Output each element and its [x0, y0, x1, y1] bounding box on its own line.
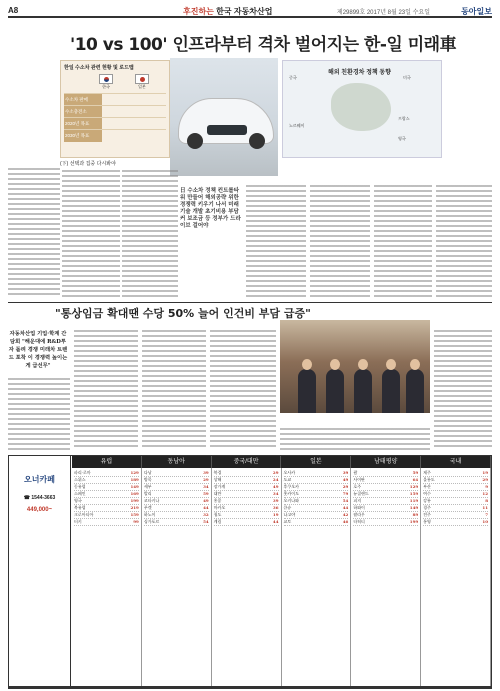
destination-name: 하와이 [353, 505, 365, 510]
korea-value [102, 94, 134, 106]
ad-region-header [72, 456, 491, 468]
destination-price: 9 [485, 484, 488, 489]
list-item [353, 477, 418, 484]
destination-name: 청도 [213, 512, 222, 517]
list-item [284, 470, 349, 477]
page-footer-rule [8, 687, 492, 689]
list-item [74, 498, 139, 505]
person-figure [326, 369, 344, 413]
body-text [310, 185, 370, 298]
body-text [8, 378, 70, 450]
destination-name: 파리·로마 [74, 470, 91, 475]
destination-name: 홍콩 [213, 498, 222, 503]
body-text [62, 170, 120, 298]
destination-price: 19 [272, 512, 279, 517]
body-text [142, 330, 206, 450]
top-headline: '10 vs 100' 인프라부터 격차 벌어지는 한-일 미래車 [70, 35, 457, 55]
destination-name: 교토 [283, 519, 292, 524]
map-label: 중국 [289, 75, 297, 80]
destination-price: 89 [412, 512, 419, 517]
destination-price: 119 [409, 498, 419, 503]
list-item [74, 484, 139, 491]
destination-price: 79 [342, 491, 349, 496]
list-item [353, 512, 418, 519]
list-item [144, 512, 209, 519]
destination-name: 크로아티아 [74, 512, 94, 517]
destination-name: 부산 [423, 484, 431, 489]
destination-name: 영국 [74, 498, 82, 503]
flag-row [99, 74, 166, 90]
map-label: 영국 [398, 136, 406, 141]
list-item [423, 498, 488, 505]
destination-name: 발리 [143, 491, 152, 496]
japan-value [134, 106, 166, 118]
destination-name: 사이판 [353, 477, 365, 482]
list-item [214, 491, 279, 498]
destination-price: 42 [342, 512, 349, 517]
korea-flag-icon [99, 74, 113, 84]
ad-phone: ☎ 1544-3663 [23, 495, 56, 501]
destination-name: 호주 [353, 484, 362, 489]
destination-name: 타히티 [353, 519, 365, 524]
car-illustration [178, 98, 274, 144]
destination-price: 39 [342, 470, 349, 475]
article-column [434, 330, 492, 450]
second-deck: 자동차산업 기업·학계 간담회 "해운대에 R&D투자 돌려 경쟁 미래차 트렌드 포착 이 경쟁력 높이는게 급선무" [8, 331, 68, 369]
list-item [144, 505, 209, 512]
destination-price: 129 [130, 470, 139, 475]
destination-price: 169 [130, 491, 139, 496]
body-text [210, 330, 276, 450]
destination-price: 199 [409, 519, 419, 524]
paper-logo: 동아일보 [461, 7, 492, 16]
list-item [353, 519, 418, 526]
ad-company-name: 오너카페 [24, 475, 55, 484]
list-item [284, 491, 349, 498]
japan-value [134, 130, 166, 142]
destination-price: 19 [482, 470, 488, 475]
destination-price: 44 [203, 505, 209, 510]
travel-advertisement [8, 455, 492, 687]
map-landmass [331, 83, 391, 131]
ad-region-column [421, 468, 491, 686]
body-text [246, 185, 306, 298]
ad-region-column [282, 468, 352, 686]
article-column [8, 378, 70, 450]
destination-name: 도쿄 [283, 477, 292, 482]
world-policy-map [282, 60, 442, 158]
article-column [74, 330, 138, 450]
destination-price: 54 [342, 498, 349, 503]
list-item [423, 484, 488, 491]
second-headline: "통상임금 확대땐 수당 50% 늘어 인건비 부담 급증" [55, 307, 311, 320]
destination-name: 다낭 [143, 470, 152, 475]
country-b-label: 일본 [138, 84, 146, 89]
body-text [74, 330, 138, 450]
list-item [214, 512, 279, 519]
person-figure [382, 369, 400, 413]
destination-price: 149 [409, 505, 419, 510]
region-label: 남태평양 [351, 456, 421, 468]
destination-price: 49 [203, 498, 209, 503]
destination-price: 59 [203, 491, 209, 496]
destination-price: 39 [272, 498, 279, 503]
table-row [64, 106, 166, 118]
destination-name: 여수 [423, 491, 431, 496]
destination-name: 괌 [353, 470, 358, 475]
article-column [210, 330, 276, 450]
destination-price: 189 [130, 477, 139, 482]
list-item [214, 519, 279, 526]
destination-price: 149 [130, 484, 139, 489]
destination-price: 44 [342, 505, 349, 510]
article-column [374, 185, 432, 298]
destination-price: 29 [482, 477, 488, 482]
destination-name: 북경 [213, 470, 222, 475]
list-item [284, 512, 349, 519]
list-item [74, 491, 139, 498]
destination-name: 스페인 [74, 491, 86, 496]
japan-flag-group [135, 74, 149, 90]
list-item [144, 470, 209, 477]
destination-name: 큐슈 [283, 505, 292, 510]
japan-flag-icon [135, 74, 149, 84]
destination-name: 통영 [423, 519, 431, 524]
region-label: 동남아 [142, 456, 212, 468]
meeting-photo [280, 320, 430, 413]
map-title: 해외 친환경차 정책 동향 [328, 70, 391, 76]
korea-flag-group [99, 74, 113, 90]
destination-price: 59 [412, 470, 419, 475]
destination-price: 36 [272, 505, 279, 510]
destination-name: 마카오 [213, 505, 226, 510]
list-item [144, 498, 209, 505]
destination-price: 54 [203, 519, 209, 524]
korea-value [102, 130, 134, 142]
destination-price: 64 [412, 477, 419, 482]
destination-price: 219 [130, 505, 139, 510]
section-main: 한국 자동차산업 [216, 7, 273, 16]
destination-price: 44 [272, 519, 279, 524]
destination-name: 세부 [143, 484, 152, 489]
list-item [284, 498, 349, 505]
destination-name: 하노이 [143, 512, 156, 517]
table-row [64, 130, 166, 142]
map-label: 프랑스 [398, 116, 410, 121]
body-text [434, 330, 492, 450]
list-item [423, 491, 488, 498]
row-label: 2030년 목표 [64, 130, 102, 142]
article-column [246, 185, 306, 298]
japan-value [134, 94, 166, 106]
list-item [74, 477, 139, 484]
list-item [144, 491, 209, 498]
destination-name: 제주 [423, 470, 431, 475]
destination-name: 후쿠오카 [283, 484, 299, 489]
hydrogen-car-photo [170, 58, 278, 176]
destination-name: 계림 [213, 519, 222, 524]
destination-name: 장가계 [213, 484, 226, 489]
list-item [353, 484, 418, 491]
list-item [144, 519, 209, 526]
destination-name: 푸켓 [143, 505, 152, 510]
destination-name: 오사카 [283, 470, 296, 475]
korea-japan-infobox [60, 60, 170, 158]
section-pre: 후진하는 [183, 7, 214, 16]
ad-region-column [351, 468, 421, 686]
list-item [423, 477, 488, 484]
ad-region-column [72, 468, 142, 686]
destination-name: 코타키나 [143, 498, 160, 503]
list-item [423, 512, 488, 519]
section-title [183, 6, 272, 17]
destination-name: 나고야 [283, 512, 296, 517]
list-item [144, 484, 209, 491]
article-column [280, 428, 430, 450]
list-item [353, 491, 418, 498]
destination-name: 대만 [213, 491, 222, 496]
destination-name: 스위스 [74, 477, 86, 482]
table-row [64, 94, 166, 106]
masthead [8, 4, 492, 18]
country-a-label: 한국 [102, 84, 110, 89]
destination-price: 7 [485, 512, 488, 517]
table-row [64, 118, 166, 130]
destination-price: 10 [482, 519, 488, 524]
list-item [214, 505, 279, 512]
destination-price: 39 [203, 470, 209, 475]
destination-price: 12 [482, 491, 488, 496]
list-item [353, 470, 418, 477]
list-item [353, 505, 418, 512]
article-column [436, 185, 492, 298]
destination-name: 방콕 [143, 477, 152, 482]
body-text [436, 185, 492, 298]
list-item [74, 505, 139, 512]
body-text [8, 168, 60, 298]
destination-name: 경주 [423, 505, 431, 510]
korea-value [102, 118, 134, 130]
body-text [374, 185, 432, 298]
list-item [284, 519, 349, 526]
destination-name: 동유럽 [74, 484, 86, 489]
destination-name: 오키나와 [283, 498, 299, 503]
destination-name: 전주 [423, 512, 431, 517]
list-item [214, 484, 279, 491]
list-item [214, 470, 279, 477]
destination-price: 49 [342, 477, 349, 482]
person-figure [406, 369, 424, 413]
destination-price: 32 [203, 512, 209, 517]
article-column [142, 330, 206, 450]
region-label: 일본 [281, 456, 351, 468]
destination-price: 129 [409, 484, 419, 489]
ad-region-column [212, 468, 282, 686]
list-item [74, 512, 139, 519]
region-label: 중국/대만 [212, 456, 282, 468]
list-item [423, 470, 488, 477]
destination-name: 뉴질랜드 [353, 491, 369, 496]
issue-date: 제29899호 2017년 8월 23일 수요일 [336, 10, 430, 16]
ad-price: 449,000~ [26, 507, 53, 513]
list-item [423, 519, 488, 526]
page-number: A8 [8, 6, 19, 15]
destination-price: 99 [133, 519, 139, 524]
person-figure [354, 369, 372, 413]
article-column [62, 170, 120, 298]
korea-value [102, 106, 134, 118]
destination-price: 159 [130, 512, 139, 517]
destination-name: 팔라우 [353, 512, 365, 517]
list-item [74, 519, 139, 526]
destination-price: 199 [130, 498, 139, 503]
destination-price: 46 [342, 519, 349, 524]
car-grille [207, 125, 247, 135]
destination-name: 울릉도 [423, 477, 435, 482]
destination-price: 159 [409, 491, 419, 496]
list-item [214, 477, 279, 484]
article-column [8, 168, 60, 298]
person-figure [298, 369, 316, 413]
destination-price: 24 [272, 477, 279, 482]
destination-name: 홋카이도 [283, 491, 299, 496]
destination-name: 싱가포르 [143, 519, 160, 524]
wheel-icon [187, 133, 203, 149]
destination-price: 11 [482, 505, 488, 510]
infobox-table [64, 93, 166, 142]
destination-price: 49 [272, 484, 279, 489]
body-text [122, 170, 178, 298]
list-item [353, 498, 418, 505]
destination-name: 터키 [74, 519, 82, 524]
destination-price: 29 [342, 484, 349, 489]
destination-price: 29 [203, 477, 209, 482]
ad-listing-grid [72, 468, 491, 686]
pull-quote: 日 수소차 정책 컨트롤타워 만들어 해외공략 위한 경쟁력 키우기 나서 미래기술 개발 초기비용 부담 커 보조금 등 정부가 드라이브 걸어야 [180, 188, 241, 229]
list-item [214, 498, 279, 505]
destination-name: 상해 [213, 477, 222, 482]
destination-price: 29 [272, 470, 279, 475]
section-divider [8, 302, 492, 303]
wheel-icon [249, 133, 265, 149]
destination-name: 북유럽 [74, 505, 86, 510]
list-item [144, 477, 209, 484]
destination-name: 강릉 [423, 498, 431, 503]
destination-name: 피지 [353, 498, 362, 503]
infobox-title: 한일 수소차 관련 현황 및 로드맵 [64, 65, 134, 71]
article-column [310, 185, 370, 298]
row-label: 수소차 판매 [64, 94, 102, 106]
list-item [74, 470, 139, 477]
list-item [423, 505, 488, 512]
list-item [284, 477, 349, 484]
row-label: 2020년 목표 [64, 118, 102, 130]
article-column [122, 170, 178, 298]
list-item [284, 484, 349, 491]
destination-price: 34 [203, 484, 209, 489]
body-text [280, 428, 430, 450]
map-label: 노르웨이 [289, 123, 305, 128]
japan-value [134, 118, 166, 130]
destination-price: 34 [272, 491, 279, 496]
map-label: 미국 [403, 75, 411, 80]
ad-region-column [142, 468, 212, 686]
list-item [284, 505, 349, 512]
row-label: 수소충전소 [64, 106, 102, 118]
region-label: 국내 [421, 456, 491, 468]
destination-price: 8 [485, 498, 488, 503]
region-label: 유럽 [72, 456, 142, 468]
ad-company-panel [9, 456, 71, 686]
series-label: (下) 선택과 집중 다시봐야 [60, 161, 116, 167]
